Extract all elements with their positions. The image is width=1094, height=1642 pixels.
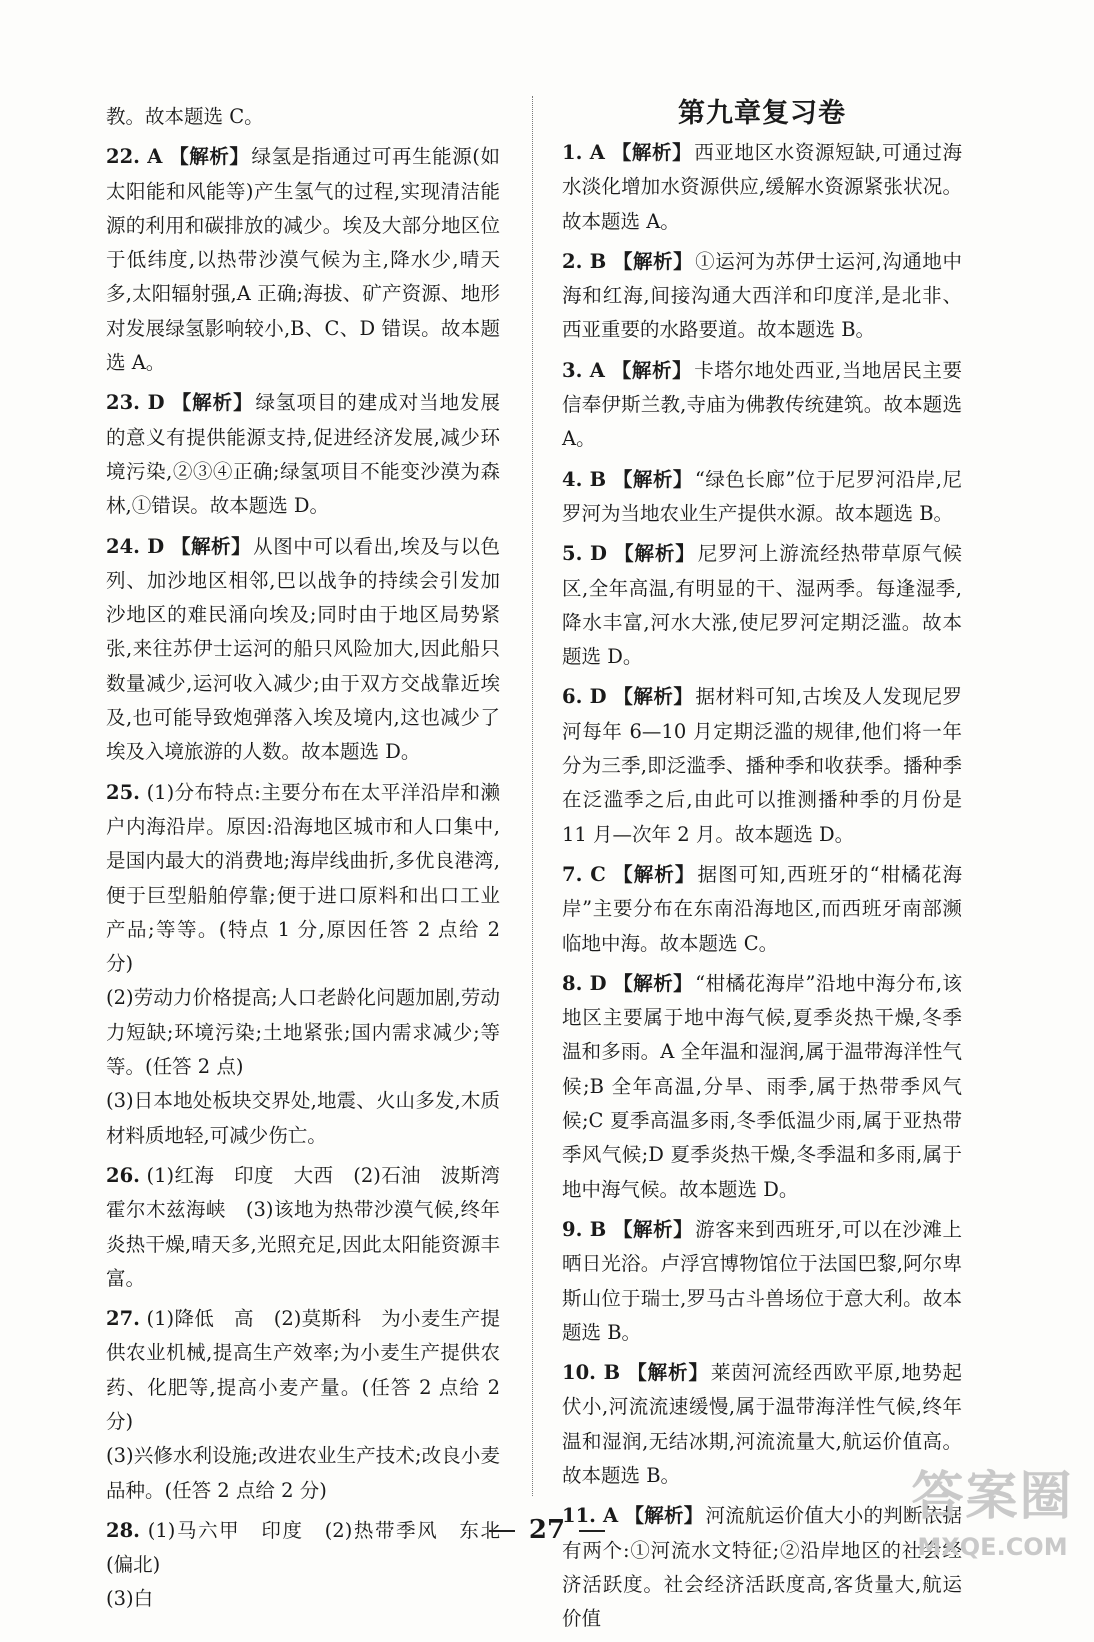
answer-paragraph	[106, 776, 500, 982]
analysis-tag: 【解析】	[613, 862, 696, 886]
answer-paragraph	[562, 136, 962, 239]
answer-item	[562, 680, 962, 851]
continued-text: 教。故本题选 C。	[106, 105, 264, 128]
answer-paragraph	[106, 140, 500, 380]
answer-item	[106, 1159, 520, 1296]
watermark-mark: 答案圈	[911, 1467, 1074, 1527]
answer-item	[562, 354, 962, 457]
answer-paragraph	[562, 680, 962, 851]
answer-text: (1)红海 印度 大西 (2)石油 波斯湾 霍尔木兹海峡 (3)该地为热带沙漠气候,终年炎热干燥,晴天多,光照充足,因此太阳能资源丰富。	[106, 1163, 520, 1290]
analysis-tag: 【解析】	[613, 685, 694, 709]
answer-text: 河流航运价值大小的判断依据有两个:①河流水文特征;②沿岸地区的社会经济活跃度。社会经济活跃度高,客货量大,航运价值	[562, 1504, 962, 1631]
question-number: 24. D	[106, 534, 165, 558]
watermark-domain: MXQE.COM	[917, 1533, 1068, 1561]
answer-item	[562, 245, 962, 348]
answer-text: “绿色长廊”位于尼罗河沿岸,尼罗河为当地农业生产提供水源。故本题选 B。	[562, 467, 962, 525]
chapter-title: 第九章复习卷	[678, 98, 846, 129]
answer-text: (1)分布特点:主要分布在太平洋沿岸和濑户内海沿岸。原因:沿海地区城市和人口集中,是国内最大的消费地;海岸线曲折,多优良港湾,便于巨型船舶停靠;便于进口原料和出口工业产品;等等。(特点 1 分,原因任答 2 点给 2 分)	[106, 780, 500, 976]
answer-text: (1)马六甲 印度 (2)热带季风 东北(偏北)	[106, 1518, 501, 1577]
answer-text: 尼罗河上游流经热带草原气候区,全年高温,有明显的干、湿两季。每逢湿季,降水丰富,河水大涨,使尼罗河定期泛滥。故本题选 D。	[562, 542, 962, 669]
answer-item	[562, 1213, 962, 1350]
right-column	[562, 100, 962, 1642]
question-number: 26.	[106, 1163, 140, 1187]
question-number: 28.	[106, 1518, 140, 1542]
answer-subpart: (3)白	[106, 1587, 154, 1611]
question-number: 6. D	[562, 685, 607, 709]
analysis-tag: 【解析】	[611, 141, 693, 164]
column-divider	[532, 96, 533, 1496]
question-number: 3. A	[562, 358, 605, 382]
answer-text: 绿氢是指通过可再生能源(如太阳能和风能等)产生氢气的过程,实现清洁能源的利用和碳排放的减少。埃及大部分地区位于低纬度,以热带沙漠气候为主,降水少,晴天多,太阳辐射强,A 正确;海拔、矿产资源、地形对发展绿氢影响较小,B、C、D 错误。故本题选 A。	[106, 145, 500, 375]
footer-dash-right	[579, 1530, 605, 1532]
answer-paragraph	[562, 858, 962, 961]
answer-text: 从图中可以看出,埃及与以色列、加沙地区相邻,巴以战争的持续会引发加沙地区的难民涌向埃及;同时由于地区局势紧张,来往苏伊士运河的船只风险加大,因此船只数量减少,运河收入减少;由于双方交战靠近埃及,也可能导致炮弹落入埃及境内,这也减少了埃及入境旅游的人数。故本题选 D。	[106, 534, 501, 764]
analysis-tag: 【解析】	[612, 1217, 694, 1241]
answer-paragraph	[106, 1159, 520, 1296]
question-number: 10. B	[562, 1361, 621, 1385]
analysis-tag: 【解析】	[612, 249, 694, 273]
analysis-tag: 【解析】	[171, 391, 254, 415]
footer-dash-left	[489, 1530, 515, 1532]
answer-text: ①运河为苏伊士运河,沟通地中海和红海,间接沟通大西洋和印度洋,是北非、西亚重要的水路要道。故本题选 B。	[562, 249, 962, 342]
answer-paragraph	[562, 1213, 962, 1350]
answer-text: 据图可知,西班牙的“柑橘花海岸”主要分布在东南沿海地区,而西班牙南部濒临地中海。故本题选 C。	[562, 862, 963, 955]
right-answer-list	[562, 136, 962, 1636]
answer-paragraph	[106, 1302, 500, 1439]
analysis-tag: 【解析】	[170, 534, 252, 558]
question-number: 25.	[106, 780, 140, 804]
answer-paragraph	[562, 245, 962, 348]
answer-item	[562, 136, 962, 239]
answer-text: 据材料可知,古埃及人发现尼罗河每年 6—10 月定期泛滥的规律,他们将一年分为三季,即泛滥季、播种季和收获季。播种季在泛滥季之后,由此可以推测播种季的月份是 11 月—次年 2 月。故本题选 D。	[562, 685, 962, 846]
question-number: 1. A	[562, 141, 605, 164]
analysis-tag: 【解析】	[624, 1504, 704, 1528]
answer-subpart: (3)日本地处板块交界处,地震、火山多发,木质材料质地轻,可减少伤亡。	[106, 1089, 500, 1147]
left-column	[106, 100, 520, 1623]
answer-item	[562, 967, 962, 1207]
question-number: 11. A	[562, 1504, 619, 1528]
answer-text: 卡塔尔地处西亚,当地居民主要信奉伊斯兰教,寺庙为佛教传统建筑。故本题选 A。	[562, 358, 962, 451]
answer-paragraph	[562, 537, 962, 674]
answer-item	[106, 140, 500, 380]
analysis-tag: 【解析】	[627, 1361, 709, 1385]
question-number: 7. C	[562, 862, 606, 886]
answer-item	[562, 1356, 962, 1493]
answer-item	[106, 776, 500, 1153]
analysis-tag: 【解析】	[614, 542, 696, 566]
answer-subpart: (3)兴修水利设施;改进农业生产技术;改良小麦品种。(任答 2 点给 2 分)	[106, 1444, 500, 1502]
answer-item	[562, 463, 962, 532]
watermark-logo	[905, 1462, 1080, 1592]
answer-paragraph	[562, 1356, 962, 1493]
answer-paragraph	[562, 967, 962, 1207]
page-number: 27	[528, 1515, 566, 1545]
answer-text: 西亚地区水资源短缺,可通过海水淡化增加水资源供应,缓解水资源紧张状况。故本题选 A。	[562, 141, 962, 233]
question-number: 8. D	[562, 971, 607, 995]
left-answer-list	[106, 140, 520, 1616]
question-number: 4. B	[562, 467, 607, 491]
analysis-tag: 【解析】	[169, 145, 250, 169]
question-number: 5. D	[562, 542, 607, 566]
question-number: 22. A	[106, 145, 163, 169]
answer-item	[106, 386, 500, 523]
answer-item	[562, 537, 962, 674]
analysis-tag: 【解析】	[611, 358, 693, 382]
question-number: 23. D	[106, 391, 165, 415]
answer-paragraph	[562, 354, 962, 457]
answer-paragraph	[562, 463, 962, 532]
answer-paragraph	[106, 386, 500, 523]
question-number: 9. B	[562, 1217, 607, 1241]
answer-item	[106, 530, 500, 770]
analysis-tag: 【解析】	[612, 467, 693, 491]
answer-subpart: (2)劳动力价格提高;人口老龄化问题加剧,劳动力短缺;环境污染;土地紧张;国内需求减少;等等。(任答 2 点)	[106, 986, 500, 1079]
answer-text: 绿氢项目的建成对当地发展的意义有提供能源支持,促进经济发展,减少环境污染,②③④正确;绿氢项目不能变沙漠为森林,①错误。故本题选 D。	[106, 391, 500, 518]
answer-item	[106, 1302, 500, 1508]
answer-text: “柑橘花海岸”沿地中海分布,该地区主要属于地中海气候,夏季炎热干燥,冬季温和多雨。A 全年温和湿润,属于温带海洋性气候;B 全年高温,分旱、雨季,属于热带季风气候;C 夏季高温多雨,冬季低温少雨,属于亚热带季风气候;D 夏季炎热干燥,冬季温和多雨,属于地中海气候。故本题选 D。	[562, 971, 962, 1201]
question-number: 27.	[106, 1307, 140, 1331]
analysis-tag: 【解析】	[613, 971, 694, 995]
question-number: 2. B	[562, 249, 607, 273]
answer-paragraph	[106, 530, 500, 770]
answer-text: 游客来到西班牙,可以在沙滩上晒日光浴。卢浮宫博物馆位于法国巴黎,阿尔卑斯山位于瑞士,罗马古斗兽场位于意大利。故本题选 B。	[562, 1217, 962, 1344]
answer-text: 莱茵河流经西欧平原,地势起伏小,河流流速缓慢,属于温带海洋性气候,终年温和湿润,无结冰期,河流流量大,航运价值高。故本题选 B。	[562, 1361, 962, 1487]
answer-item	[562, 858, 962, 961]
answer-text: (1)降低 高 (2)莫斯科 为小麦生产提供农业机械,提高生产效率;为小麦生产提供农药、化肥等,提高小麦产量。(任答 2 点给 2 分)	[106, 1307, 500, 1433]
